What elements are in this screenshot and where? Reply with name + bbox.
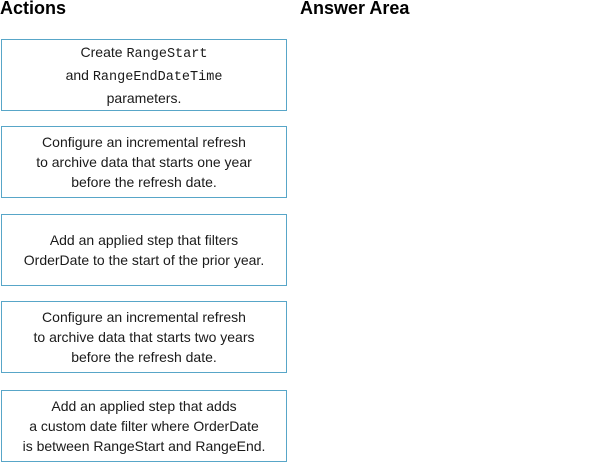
- action-text-line: a custom date filter where OrderDate: [29, 418, 259, 434]
- action-text-line: to archive data that starts two years: [33, 329, 255, 345]
- action-text-line: Add an applied step that filters: [49, 232, 239, 248]
- code-parameter-name: RangeEndDateTime: [92, 70, 223, 85]
- action-text-line: before the refresh date.: [71, 174, 217, 190]
- code-parameter-name: RangeStart: [126, 47, 208, 62]
- action-refresh-one-year[interactable]: [1, 126, 287, 198]
- answer-area-dropzone[interactable]: [300, 38, 586, 462]
- action-text: [66, 42, 223, 108]
- action-refresh-two-years[interactable]: [1, 301, 287, 373]
- action-text-line: and: [65, 67, 93, 83]
- action-text: [36, 132, 252, 192]
- answer-area-heading: Answer Area: [300, 0, 410, 18]
- action-create-parameters[interactable]: [1, 39, 287, 111]
- action-text-line: Configure an incremental refresh: [42, 134, 246, 150]
- actions-heading: Actions: [0, 0, 67, 18]
- action-text-line: to archive data that starts one year: [36, 154, 252, 170]
- action-text-line: is between RangeStart and RangeEnd.: [22, 438, 266, 454]
- action-filter-prior-year[interactable]: [1, 214, 287, 286]
- action-text-line: Configure an incremental refresh: [42, 309, 246, 325]
- action-text: [23, 396, 266, 456]
- action-text: [24, 230, 264, 270]
- action-text-line: Create: [80, 44, 127, 60]
- action-text: [34, 307, 255, 367]
- action-custom-date-filter[interactable]: [1, 390, 287, 462]
- action-text-line: parameters.: [106, 90, 182, 106]
- action-text-line: OrderDate to the start of the prior year.: [23, 252, 265, 268]
- action-text-line: before the refresh date.: [71, 349, 217, 365]
- action-text-line: Add an applied step that adds: [51, 398, 237, 414]
